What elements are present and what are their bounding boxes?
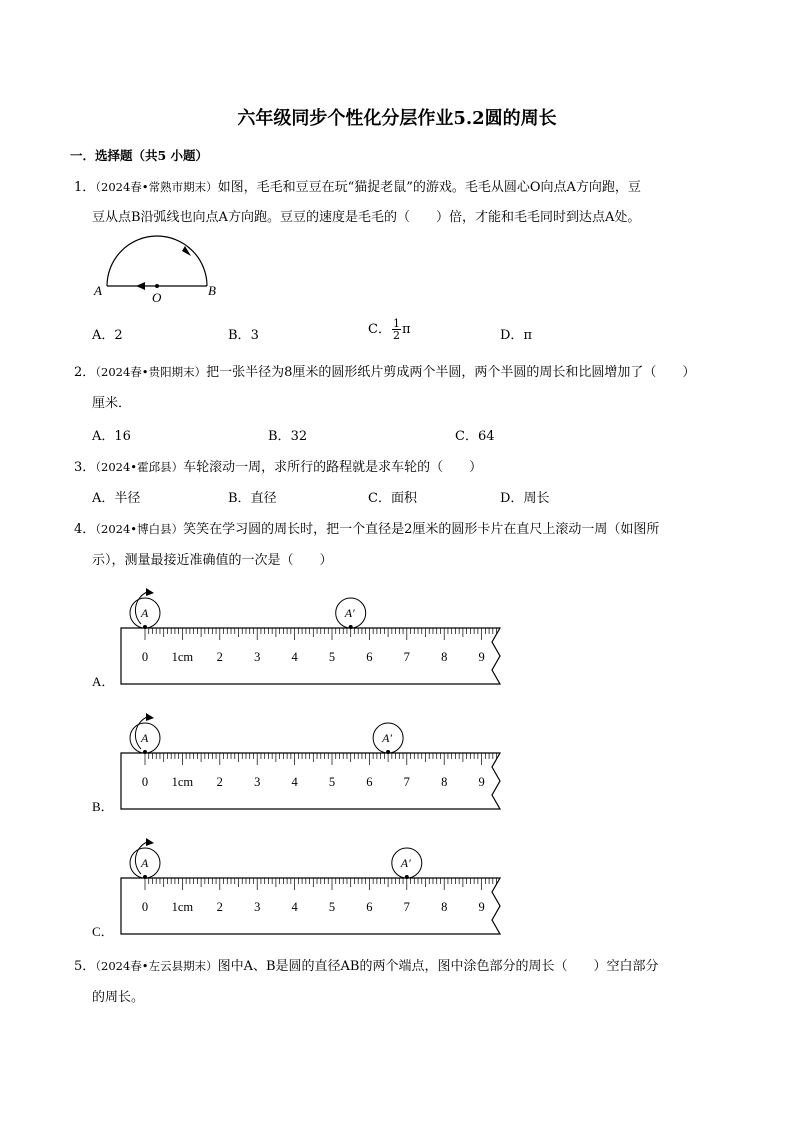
fraction [392, 318, 401, 341]
q2-option-a[interactable] [92, 425, 131, 444]
option-text: 半径 [114, 491, 141, 506]
q4-figure-a[interactable] [88, 575, 518, 695]
question-number: 5． [74, 959, 96, 974]
question-source: （2024春•贵阳期末） [95, 365, 207, 379]
ruler-tick-label: 6 [366, 900, 373, 914]
q3-option-a[interactable] [92, 487, 140, 506]
ruler-tick-label: 3 [254, 650, 261, 664]
question-source: （2024•博白县） [95, 522, 184, 536]
end-label: A′ [382, 731, 393, 745]
q1-option-b[interactable] [228, 324, 259, 343]
option-label: D． [500, 491, 524, 506]
semicircle-arc [107, 236, 207, 286]
ruler-tick-label: 2 [216, 775, 223, 789]
option-text: 3 [250, 328, 259, 343]
start-label: A [141, 856, 149, 870]
ruler-tick-label: 8 [441, 650, 448, 664]
option-label: B． [228, 491, 251, 506]
question-number: 3． [74, 460, 96, 475]
ruler-tick-label: 5 [328, 775, 336, 789]
figure-option-label: B． [92, 799, 114, 814]
question-4-line-2: 示），测量最接近准确值的一次是（ ） [92, 553, 333, 568]
question-2-line-2: 厘米． [92, 396, 132, 411]
ruler-tick-label: 3 [254, 900, 261, 914]
ruler-tick-label: 1cm [171, 650, 194, 664]
fraction-numerator: 1 [392, 317, 400, 330]
question-text: 图中A、B是圆的直径AB的两个端点，图中涂色部分的周长（ ）空白部分 [217, 959, 659, 974]
fraction-denominator: 2 [392, 329, 400, 342]
question-5-line-1 [74, 955, 658, 974]
option-label: C． [368, 491, 391, 506]
q3-option-c[interactable] [368, 487, 417, 506]
option-label: C． [455, 429, 478, 444]
question-4-line-1 [74, 518, 659, 537]
ruler-tick-label: 4 [291, 900, 298, 914]
question-3-line-1 [74, 456, 482, 475]
ruler-tick-label: 9 [478, 650, 485, 664]
q2-option-c[interactable] [455, 425, 495, 444]
option-label: D． [500, 328, 524, 343]
ruler-tick-label: 5 [328, 900, 336, 914]
question-text: 把一张半径为8厘米的圆形纸片剪成两个半圆，两个半圆的周长和比圆增加了（ ） [206, 365, 696, 380]
start-label: A [141, 731, 149, 745]
option-text: 2 [114, 328, 123, 343]
question-2-line-1 [74, 361, 695, 380]
page-title: 六年级同步个性化分层作业5.2圆的周长 [237, 108, 557, 129]
diameter-direction-arrow [136, 282, 145, 290]
q3-option-d[interactable] [500, 487, 549, 506]
ruler-tick-label: 2 [216, 900, 223, 914]
ruler-tick-label: 4 [291, 775, 298, 789]
arrow-head [146, 713, 154, 721]
q3-option-b[interactable] [228, 487, 277, 506]
option-text: 周长 [523, 491, 550, 506]
ruler-tick-label: 4 [291, 650, 298, 664]
option-label: C． [368, 322, 391, 337]
center-point [155, 284, 159, 288]
question-source: （2024春•常熟市期末） [95, 180, 218, 194]
semicircle-figure [88, 230, 228, 310]
end-point [405, 875, 409, 879]
option-label: A． [92, 429, 115, 444]
ruler-tick-label: 6 [366, 650, 373, 664]
figure-option-label: A． [92, 674, 115, 689]
figure-option-label: C． [92, 924, 114, 939]
ruler-tick-label: 7 [403, 650, 410, 664]
option-label: B． [228, 328, 251, 343]
end-point [386, 750, 390, 754]
ruler-tick-label: 6 [366, 775, 373, 789]
section-heading: 一．选择题（共5 小题） [70, 148, 209, 163]
option-text: 64 [477, 429, 495, 444]
q1-option-d[interactable] [500, 324, 532, 343]
ruler-tick-label: 7 [403, 775, 410, 789]
question-text: 车轮滚动一周，求所行的路程就是求车轮的（ ） [183, 460, 483, 475]
ruler-tick-label: 0 [141, 650, 149, 664]
start-point [143, 625, 147, 629]
ruler-tick-label: 0 [141, 900, 149, 914]
q1-option-c[interactable] [368, 318, 411, 341]
question-number: 4． [74, 522, 96, 537]
ruler-tick-label: 8 [441, 900, 448, 914]
option-text: π [523, 328, 532, 343]
point-b-label: B [208, 283, 216, 298]
q2-option-b[interactable] [268, 425, 307, 444]
ruler-tick-label: 1cm [171, 900, 194, 914]
option-text: 32 [290, 429, 308, 444]
point-o-label: O [152, 290, 162, 305]
option-label: B． [268, 429, 291, 444]
ruler-tick-label: 2 [216, 650, 223, 664]
option-text: π [401, 322, 411, 337]
option-label: A． [92, 328, 115, 343]
ruler-tick-label: 3 [254, 775, 261, 789]
arrow-head [146, 838, 154, 846]
point-a-label: A [94, 283, 102, 298]
option-text: 直径 [250, 491, 277, 506]
question-number: 1． [74, 180, 96, 195]
q1-option-a[interactable] [92, 324, 123, 343]
ruler-tick-label: 8 [441, 775, 448, 789]
ruler-tick-label: 1cm [171, 775, 194, 789]
question-source: （2024春•左云县期末） [95, 959, 218, 973]
end-point [349, 625, 353, 629]
question-number: 2． [74, 365, 96, 380]
arrow-head [146, 588, 154, 596]
q4-figure-b[interactable] [88, 700, 518, 820]
question-text: 笑笑在学习圆的周长时，把一个直径是2厘米的圆形卡片在直尺上滚动一周（如图所 [183, 522, 660, 537]
start-label: A [141, 606, 149, 620]
ruler-tick-label: 0 [141, 775, 149, 789]
question-1-line-2: 豆从点B沿弧线也向点A方向跑。豆豆的速度是毛毛的（ ）倍，才能和毛毛同时到达点A处。 [92, 210, 641, 225]
end-label: A′ [400, 856, 411, 870]
start-point [143, 750, 147, 754]
end-label: A′ [344, 606, 355, 620]
option-label: A． [92, 491, 115, 506]
ruler-tick-label: 9 [478, 900, 485, 914]
question-1-line-1 [74, 176, 641, 195]
ruler-tick-label: 7 [403, 900, 410, 914]
option-text: 面积 [390, 491, 417, 506]
question-text: 如图，毛毛和豆豆在玩“猫捉老鼠”的游戏。毛毛从圆心O向点A方向跑，豆 [217, 180, 641, 195]
ruler-tick-label: 9 [478, 775, 485, 789]
q4-figure-c[interactable] [88, 825, 518, 945]
option-text: 16 [114, 429, 131, 444]
ruler-tick-label: 5 [328, 650, 336, 664]
question-5-line-2: 的周长。 [92, 990, 145, 1005]
question-source: （2024•霍邱县） [95, 460, 184, 474]
start-point [143, 875, 147, 879]
